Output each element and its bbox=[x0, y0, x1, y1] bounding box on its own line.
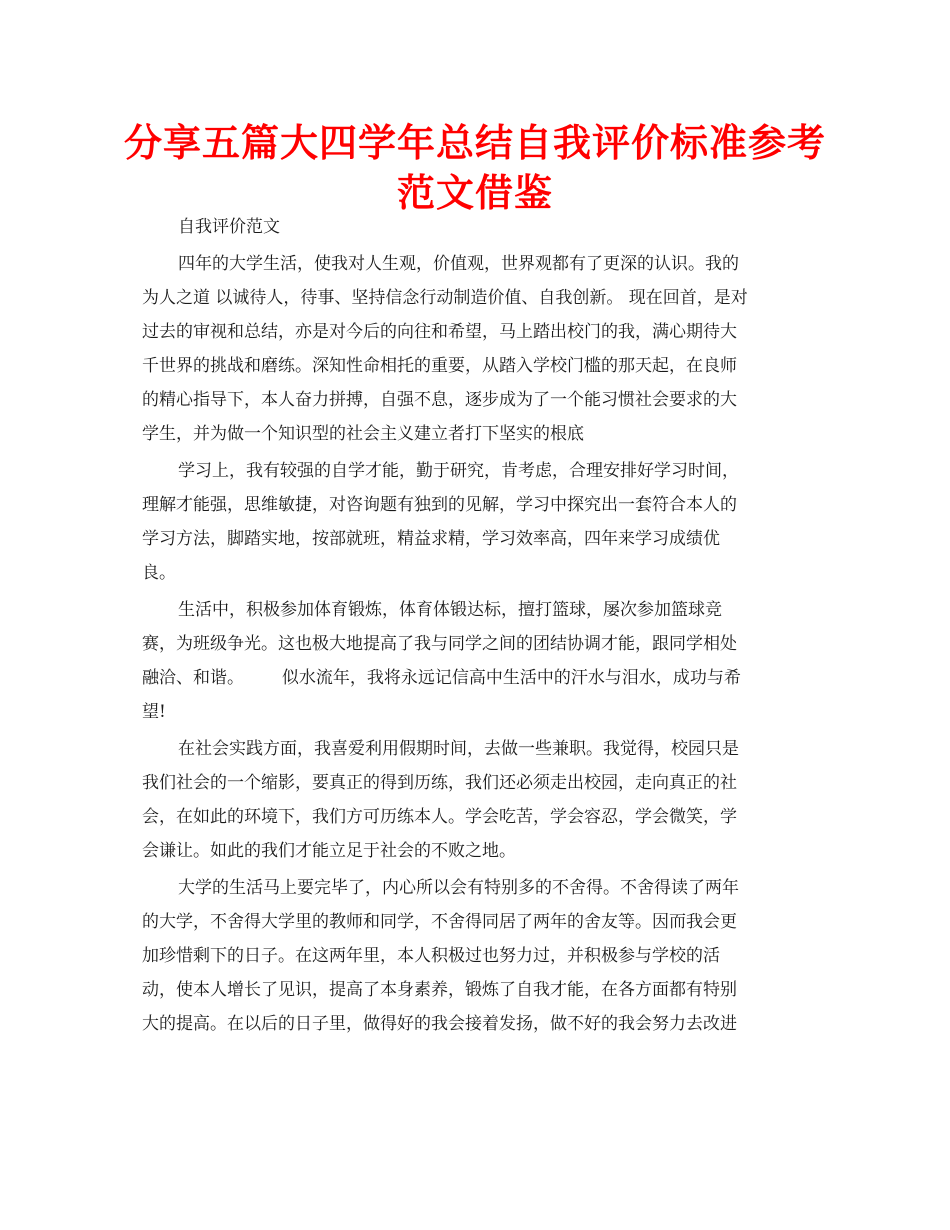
paragraph-line: 在社会实践方面，我喜爱利用假期时间，去做一些兼职。我觉得，校园只是 bbox=[178, 739, 739, 759]
document-title bbox=[100, 118, 850, 218]
paragraph-line: 为人之道 以诚待人，待事、坚持信念行动制造价值、自我创新。 现在回首，是对 bbox=[142, 288, 748, 308]
paragraph-line: 融洽、和谐。 似水流年，我将永远记信高中生活中的汗水与泪水，成功与希 bbox=[142, 668, 741, 688]
paragraph-1 bbox=[142, 247, 810, 451]
paragraph-line: 的精心指导下，本人奋力拼搏，自强不息，逐步成为了一个能习惯社会要求的大 bbox=[142, 390, 737, 410]
paragraph-line: 良。 bbox=[142, 563, 176, 583]
paragraph-line: 加珍惜剩下的日子。在这两年里，本人积极过也努力过，并积极参与学校的活 bbox=[142, 946, 720, 966]
paragraph-line: 望! bbox=[142, 702, 166, 722]
paragraph-line: 学习上，我有较强的自学才能，勤于研究，肯考虑，合理安排好学习时间， bbox=[178, 461, 739, 481]
paragraph-line: 千世界的挑战和磨练。深知性命相托的重要，从踏入学校门槛的那天起，在良师 bbox=[142, 356, 737, 376]
paragraph-2 bbox=[142, 454, 810, 590]
paragraph-line: 过去的审视和总结，亦是对今后的向往和希望，马上踏出校门的我，满心期待大 bbox=[142, 322, 737, 342]
paragraph-5 bbox=[142, 871, 810, 1041]
paragraph-line: 理解才能强，思维敏捷，对咨询题有独到的见解，学习中探究出一套符合本人的 bbox=[142, 495, 737, 515]
paragraph-line: 的大学，不舍得大学里的教师和同学，不舍得同居了两年的舍友等。因而我会更 bbox=[142, 912, 737, 932]
section-label: 自我评价范文 bbox=[178, 217, 280, 237]
title-line-1: 分享五篇大四学年总结自我评价标准参考 bbox=[123, 121, 826, 165]
paragraph-line: 动，使本人增长了见识，提高了本身素养，锻炼了自我才能，在各方面都有特别 bbox=[142, 980, 737, 1000]
paragraph-3 bbox=[142, 593, 810, 729]
paragraph-line: 我们社会的一个缩影，要真正的得到历练，我们还必须走出校园，走向真正的社 bbox=[142, 773, 737, 793]
paragraph-line: 学习方法，脚踏实地，按部就班，精益求精，学习效率高，四年来学习成绩优 bbox=[142, 529, 720, 549]
paragraph-line: 学生，并为做一个知识型的社会主义建立者打下坚实的根底 bbox=[142, 424, 584, 444]
paragraph-line: 四年的大学生活，使我对人生观，价值观，世界观都有了更深的认识。我的 bbox=[178, 254, 739, 274]
paragraph-line: 赛，为班级争光。这也极大地提高了我与同学之间的团结协调才能，跟同学相处 bbox=[142, 634, 737, 654]
paragraph-4 bbox=[142, 732, 810, 868]
paragraph-line: 会谦让。如此的我们才能立足于社会的不败之地。 bbox=[142, 841, 516, 861]
title-line-2: 范文借鉴 bbox=[396, 171, 553, 215]
paragraph-line: 会，在如此的环境下，我们方可历练本人。学会吃苦，学会容忍，学会微笑，学 bbox=[142, 807, 737, 827]
document-body bbox=[142, 210, 810, 1044]
paragraph-line: 生活中，积极参加体育锻炼，体育体锻达标，擅打篮球，屡次参加篮球竞 bbox=[178, 600, 722, 620]
paragraph-line: 大学的生活马上要完毕了，内心所以会有特别多的不舍得。不舍得读了两年 bbox=[178, 878, 739, 898]
paragraph-line: 大的提高。在以后的日子里，做得好的我会接着发扬，做不好的我会努力去改进 bbox=[142, 1014, 737, 1034]
